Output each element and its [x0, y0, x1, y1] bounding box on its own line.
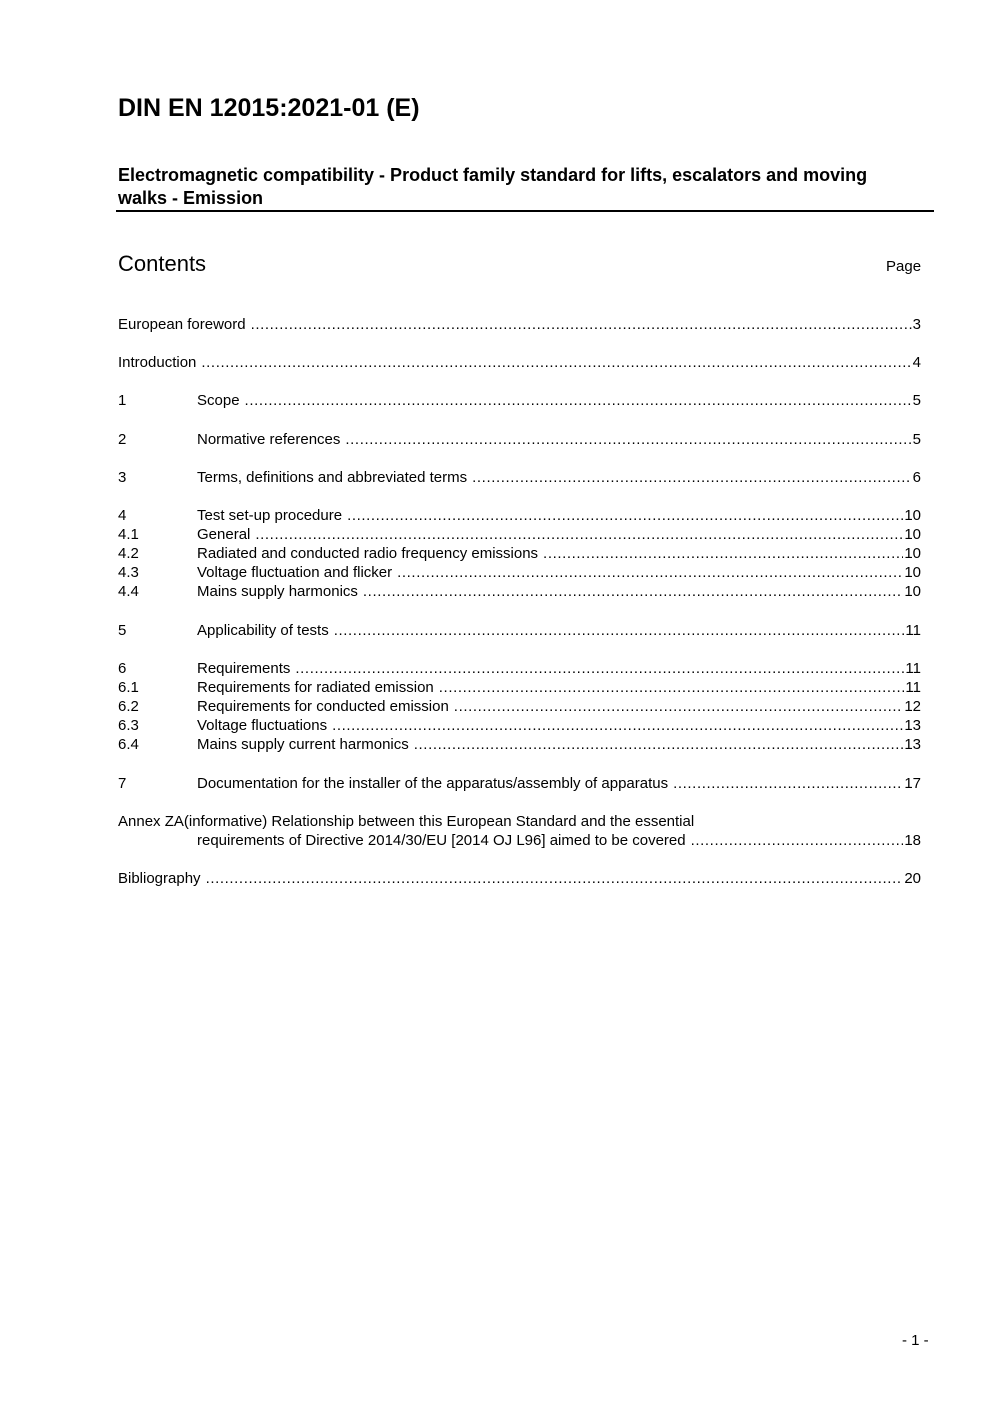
toc-entry-title: Mains supply harmonics	[197, 583, 358, 600]
toc-entry[interactable]	[118, 430, 921, 449]
toc-entry-page: 13	[904, 717, 921, 734]
toc-entry[interactable]	[118, 506, 921, 525]
toc-entry-page: 12	[904, 698, 921, 715]
contents-heading: Contents	[118, 251, 207, 276]
toc-entry-page: 11	[905, 679, 921, 696]
toc-entry-title: Terms, definitions and abbreviated terms	[197, 469, 468, 486]
toc-entry[interactable]	[118, 735, 921, 754]
toc-entry-page: 17	[904, 775, 921, 792]
toc-entry-title: Test set-up procedure	[197, 507, 343, 524]
toc-leader-dots	[251, 315, 912, 334]
toc-entry[interactable]	[118, 678, 921, 697]
toc-entry-page: 20	[904, 870, 921, 887]
toc-entry-title: requirements of Directive 2014/30/EU [2014 OJ L96] aimed to be covered	[197, 832, 686, 849]
page-number: - 1 -	[902, 1332, 929, 1349]
toc-entry-page: 10	[904, 545, 921, 562]
toc-entry-number: 5	[118, 622, 127, 639]
toc-entry-title: Voltage fluctuations	[197, 717, 328, 734]
toc-entry-title: Bibliography	[118, 870, 201, 887]
toc-entry-page: 10	[904, 507, 921, 524]
toc-entry[interactable]	[118, 525, 921, 544]
toc-entry-title: Normative references	[197, 431, 341, 448]
toc-leader-dots	[673, 774, 903, 793]
toc-leader-dots	[206, 869, 904, 888]
document-title: Electromagnetic compatibility - Product family standard for lifts, escalators and moving walks - Emission	[118, 165, 868, 208]
toc-entry-number: 7	[118, 775, 127, 792]
toc-leader-dots	[439, 678, 905, 697]
toc-entry[interactable]	[118, 621, 921, 640]
toc-entry[interactable]	[118, 716, 921, 735]
toc-entry[interactable]	[118, 391, 921, 410]
toc-leader-dots	[454, 697, 904, 716]
toc-entry-page: 10	[904, 564, 921, 581]
toc-entry-page: 5	[912, 392, 921, 409]
toc-entry[interactable]	[118, 563, 921, 582]
toc-entry-number: 4	[118, 507, 127, 524]
toc-leader-dots	[334, 621, 905, 640]
toc-leader-dots	[414, 735, 904, 754]
toc-leader-dots	[201, 353, 911, 372]
toc-entry-number: 3	[118, 469, 127, 486]
toc-leader-dots	[255, 525, 903, 544]
document-id: DIN EN 12015:2021-01 (E)	[118, 94, 420, 122]
toc-entry-number: 6.3	[118, 717, 139, 734]
toc-entry-page: 10	[904, 583, 921, 600]
toc-entry-number: 4.3	[118, 564, 139, 581]
toc-entry-title: Mains supply current harmonics	[197, 736, 409, 753]
toc-entry-number: 4.1	[118, 526, 139, 543]
toc-entry[interactable]	[118, 774, 921, 793]
toc-entry-number: 4.2	[118, 545, 139, 562]
toc-leader-dots	[363, 582, 903, 601]
toc-leader-dots	[245, 391, 912, 410]
toc-entry[interactable]	[118, 315, 921, 334]
toc-entry-number: 4.4	[118, 583, 139, 600]
toc-leader-dots	[332, 716, 903, 735]
toc-entry[interactable]	[118, 544, 921, 563]
toc-entry-page: 6	[912, 469, 921, 486]
toc-entry-title: Requirements	[197, 660, 291, 677]
toc-entry[interactable]	[118, 659, 921, 678]
toc-entry-page: 10	[904, 526, 921, 543]
toc-entry-number: 6.1	[118, 679, 139, 696]
toc-entry-title: Radiated and conducted radio frequency emissions	[197, 545, 539, 562]
toc-entry-number: 1	[118, 392, 127, 409]
toc-entry-page: 3	[912, 316, 921, 333]
toc-annex-line1[interactable]: Annex ZA(informative) Relationship between this European Standard and the essential	[118, 813, 695, 830]
toc-entry-title: Applicability of tests	[197, 622, 329, 639]
toc-leader-dots	[397, 563, 903, 582]
toc-entry[interactable]	[118, 468, 921, 487]
toc-leader-dots	[345, 430, 911, 449]
toc-entry-title: Requirements for conducted emission	[197, 698, 449, 715]
toc-entry-title: Voltage fluctuation and flicker	[197, 564, 393, 581]
toc-entry-page: 5	[912, 431, 921, 448]
toc-entry-number: 2	[118, 431, 127, 448]
toc-entry-page: 4	[912, 354, 921, 371]
toc-entry-number: 6.4	[118, 736, 139, 753]
toc-entry-title: Documentation for the installer of the apparatus/assembly of apparatus	[197, 775, 669, 792]
toc-entry-number: 6.2	[118, 698, 139, 715]
toc-leader-dots	[472, 468, 912, 487]
toc-leader-dots	[295, 659, 904, 678]
toc-entry-page: 18	[904, 832, 921, 849]
toc-entry-page: 11	[905, 660, 921, 677]
toc-entry-title: Introduction	[118, 354, 197, 371]
toc-entry[interactable]	[118, 697, 921, 716]
toc-leader-dots	[543, 544, 903, 563]
toc-entry-number: 6	[118, 660, 127, 677]
toc-entry-page: 11	[905, 622, 921, 639]
toc-entry-title: Requirements for radiated emission	[197, 679, 434, 696]
toc-entry[interactable]	[118, 353, 921, 372]
toc-entry-title: European foreword	[118, 316, 246, 333]
toc-entry-page: 13	[904, 736, 921, 753]
title-divider	[116, 210, 934, 212]
page-column-label: Page	[886, 258, 922, 275]
toc-annex-entry[interactable]	[118, 831, 921, 850]
toc-leader-dots	[691, 831, 904, 850]
toc-entry-title: General	[197, 526, 251, 543]
toc-entry[interactable]	[118, 582, 921, 601]
toc-entry-bibliography[interactable]	[118, 869, 921, 888]
toc-entry-title: Scope	[197, 392, 240, 409]
toc-leader-dots	[347, 506, 903, 525]
